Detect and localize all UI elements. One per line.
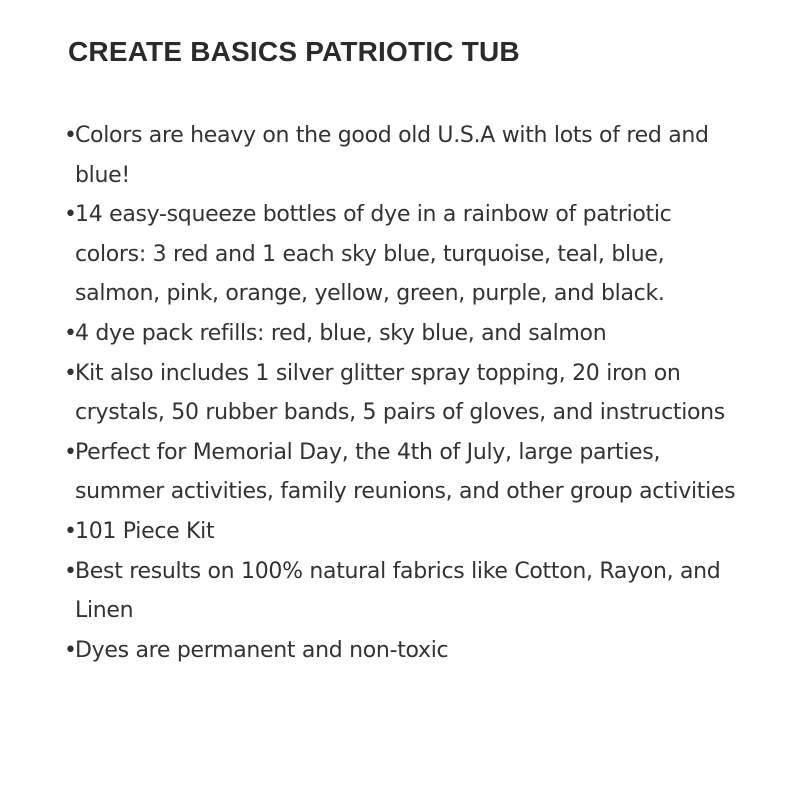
bullet-icon: • xyxy=(64,637,77,663)
bullet-icon: • xyxy=(64,439,77,465)
feature-text: Colors are heavy on the good old U.S.A with lots of red and blue! xyxy=(75,123,709,188)
list-item xyxy=(64,552,740,631)
list-item xyxy=(64,195,740,314)
feature-list xyxy=(64,116,740,670)
bullet-icon: • xyxy=(64,202,77,228)
list-item xyxy=(64,354,740,433)
bullet-icon: • xyxy=(64,123,77,148)
feature-text: Dyes are permanent and non-toxic xyxy=(75,637,449,663)
bullet-icon: • xyxy=(64,360,77,386)
feature-text: Best results on 100% natural fabrics like Cotton, Rayon, and Linen xyxy=(75,558,721,624)
page-title: CREATE BASICS PATRIOTIC TUB xyxy=(68,36,520,67)
feature-text: 101 Piece Kit xyxy=(75,518,215,544)
list-item xyxy=(64,631,740,671)
bullet-icon: • xyxy=(64,558,77,584)
feature-text: 14 easy-squeeze bottles of dye in a rainbow of patriotic colors: 3 red and 1 each sky blue, turquoise, teal, blue, salmon, pink, orange, yellow, green, purple, and black. xyxy=(75,202,672,307)
list-item xyxy=(64,314,740,354)
feature-text: 4 dye pack refills: red, blue, sky blue, and salmon xyxy=(75,320,607,346)
list-item xyxy=(64,116,740,195)
feature-text: Kit also includes 1 silver glitter spray topping, 20 iron on crystals, 50 rubber bands, 5 pairs of gloves, and instructions xyxy=(75,360,725,426)
list-item xyxy=(64,433,740,512)
bullet-icon: • xyxy=(64,518,77,544)
feature-text: Perfect for Memorial Day, the 4th of July, large parties, summer activities, family reunions, and other group activities xyxy=(75,439,736,505)
list-item xyxy=(64,512,740,552)
bullet-icon: • xyxy=(64,320,77,346)
